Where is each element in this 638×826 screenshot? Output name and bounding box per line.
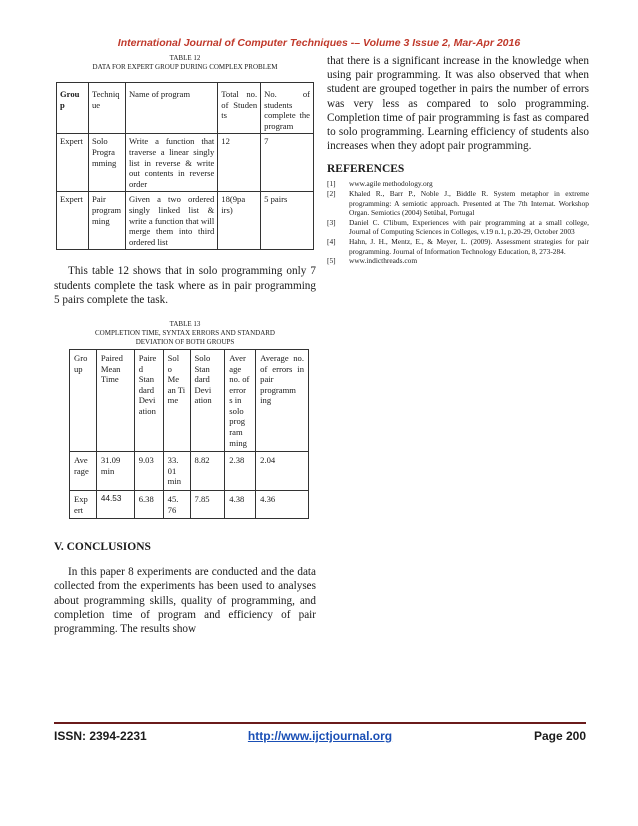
- table-cell: Write a function that traverse a linear singly list in reverse & write out contents in reverse order: [125, 134, 217, 192]
- journal-header: International Journal of Computer Techniques -– Volume 3 Issue 2, Mar-Apr 2016: [117, 37, 521, 49]
- table-cell: Expert: [57, 192, 89, 250]
- table-header-cell: Aver age no. of error s in solo prog ram ming: [225, 349, 256, 451]
- references-heading: REFERENCES: [327, 163, 405, 176]
- table12-caption: [54, 54, 316, 72]
- conclusions-continued: that there is a significant increase in the knowledge when using pair programming. It was also observed that when student are grouped together in pairs the number of errors was very less as compared to solo programming. Completion time of pair programming is fast as compared to solo programming. Learning efficiency of students also increases when they adopt pair programming.: [327, 55, 589, 153]
- table-12: [56, 82, 314, 250]
- conclusions-paragraph: In this paper 8 experiments are conducted and the data collected from the experiments has been used to analyses about programming skills, quality of programming, and completion time of program and efficiency of pair programming. The results show: [54, 566, 316, 636]
- table-row: [70, 491, 309, 519]
- table-cell: 5 pairs: [261, 192, 314, 250]
- table-cell: 31.09 min: [96, 452, 134, 491]
- table-row: [70, 452, 309, 491]
- left-column: [54, 54, 316, 636]
- reference-text: Khaled R., Barr P., Noble J., Biddle R. System metaphor in extreme programming: A semiotic approach. Presented at The 7th Internat. Workshop Organ. Semiotics (2004) Setúbal, Portugal: [349, 189, 589, 218]
- table-cell: Solo Progra mming: [88, 134, 125, 192]
- table-cell: 44.53: [96, 491, 134, 519]
- table-header-cell: Paire d Stan dard Devi ation: [134, 349, 163, 451]
- conclusions-heading: V. CONCLUSIONS: [54, 541, 151, 554]
- table-cell: Ave rage: [70, 452, 97, 491]
- reference-item: [327, 237, 589, 256]
- table13-caption-title: COMPLETION TIME, SYNTAX ERRORS AND STANDARD: [95, 328, 275, 337]
- right-column: [327, 54, 589, 266]
- table-header-cell: Gro up: [70, 349, 97, 451]
- table-row: [57, 134, 314, 192]
- table-cell: Given a two ordered singly linked list & write a function that will merge them into third ordered list: [125, 192, 217, 250]
- table-header-cell: Name of program: [125, 83, 217, 134]
- reference-number: [3]: [327, 217, 336, 227]
- table-cell: 4.38: [225, 491, 256, 519]
- reference-number: [4]: [327, 236, 336, 246]
- reference-item: [327, 256, 589, 266]
- table-cell: 9.03: [134, 452, 163, 491]
- table-cell: Expert: [57, 134, 89, 192]
- table-cell: 33. 01 min: [163, 452, 190, 491]
- journal-link[interactable]: http://www.ijctjournal.org: [247, 729, 393, 743]
- table-cell: 2.04: [256, 452, 309, 491]
- table-header-cell: Grou p: [57, 83, 89, 134]
- table-cell: 6.38: [134, 491, 163, 519]
- issn-label: ISSN: 2394-2231: [54, 729, 147, 743]
- reference-text: www.indicthreads.com: [349, 256, 418, 266]
- table-cell: 45. 76: [163, 491, 190, 519]
- table13-caption-number: TABLE 13: [169, 319, 201, 328]
- table13-caption-title-cont: DEVIATION OF BOTH GROUPS: [135, 337, 235, 346]
- table-header-cell: Sol o Me an Ti me: [163, 349, 190, 451]
- table-cell: 8.82: [190, 452, 225, 491]
- reference-text: www.agile methodology.org: [349, 179, 433, 189]
- table-cell: 4.36: [256, 491, 309, 519]
- table-header-cell: Average no. of errors in pair programm ing: [256, 349, 309, 451]
- reference-number: [5]: [327, 256, 336, 266]
- table-cell: Exp ert: [70, 491, 97, 519]
- table-header-cell: Solo Stan dard Devi ation: [190, 349, 225, 451]
- reference-text: Hahn, J. H., Mentz, E., & Meyer, L. (2009). Assessment strategies for pair programming. Journal of Information Technology Education, 8, 273-284.: [349, 236, 589, 256]
- references-list: [327, 179, 589, 265]
- table-header-cell: Techniq ue: [88, 83, 125, 134]
- table-cell: 18(9pa irs): [218, 192, 261, 250]
- table-header-row: [70, 349, 309, 451]
- table13-caption: [54, 320, 316, 347]
- reference-item: [327, 189, 589, 218]
- table-cell: 12: [218, 134, 261, 192]
- table-cell: 7.85: [190, 491, 225, 519]
- table-cell: 2.38: [225, 452, 256, 491]
- table12-caption-number: TABLE 12: [169, 54, 201, 62]
- page-number: Page 200: [533, 729, 586, 743]
- table-cell: Pair program ming: [88, 192, 125, 250]
- table12-caption-title: DATA FOR EXPERT GROUP DURING COMPLEX PROBLEM: [92, 63, 278, 71]
- footer-divider: [54, 722, 586, 724]
- table-header-cell: No. of students complete the program: [261, 83, 314, 134]
- reference-item: [327, 179, 589, 189]
- table-header-cell: Total no. of Studen ts: [218, 83, 261, 134]
- table-header-cell: Paired Mean Time: [96, 349, 134, 451]
- table12-discussion: This table 12 shows that in solo programming only 7 students complete the task where as in pair programming 5 pairs complete the task.: [54, 265, 316, 306]
- table-row: [57, 192, 314, 250]
- table-cell: 7: [261, 134, 314, 192]
- reference-item: [327, 218, 589, 237]
- table-13: [69, 349, 309, 519]
- table-header-row: [57, 83, 314, 134]
- reference-number: [1]: [327, 179, 336, 189]
- reference-number: [2]: [327, 189, 336, 199]
- reference-text: Daniel C. C'libum, Experiences with pair programming at a small college, Journal of Computing Sciences in Colleges, v.19 n.1, p.20-29, October 2003: [349, 217, 589, 237]
